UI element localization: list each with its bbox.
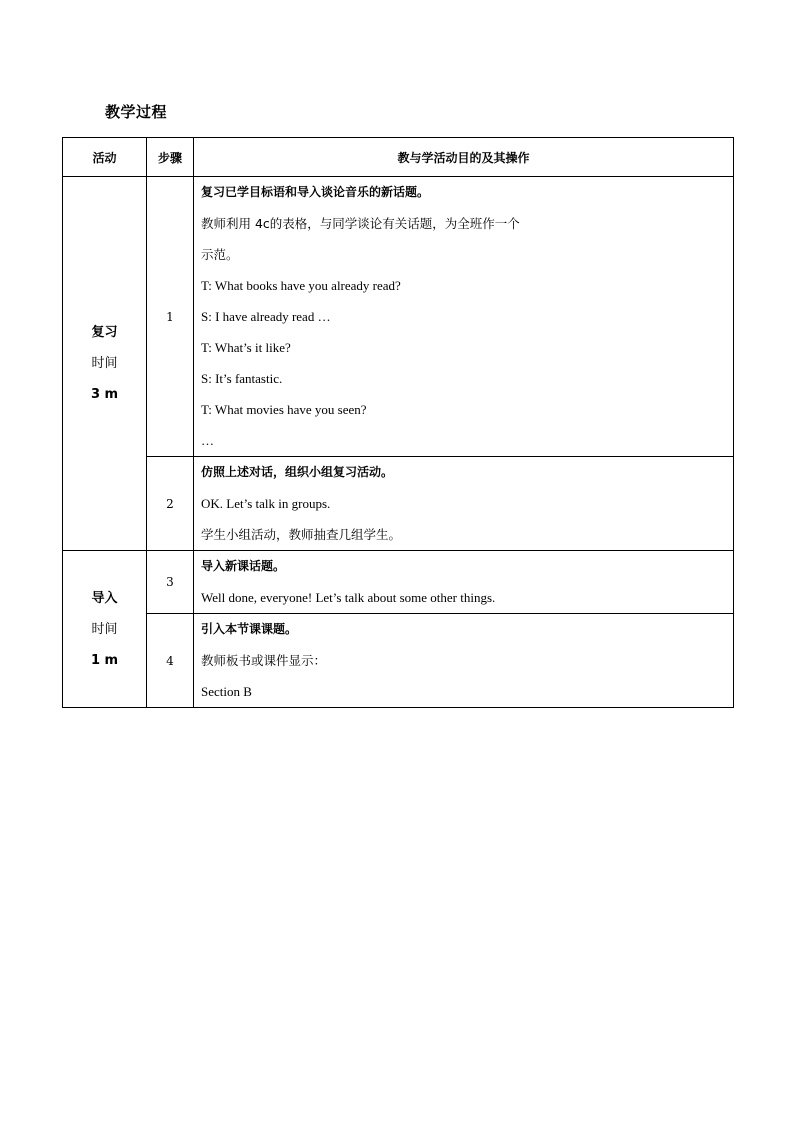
activity-duration: 1 m <box>90 652 119 668</box>
step-number: 4 <box>147 614 194 708</box>
activity-time-label: 时间 <box>91 621 118 637</box>
activity-cell-intro <box>63 551 147 708</box>
table-row <box>63 551 734 614</box>
step-number: 3 <box>147 551 194 614</box>
header-activity: 活动 <box>63 138 147 177</box>
content-line: 学生小组活动，教师抽查几组学生。 <box>201 527 402 542</box>
table-row <box>63 614 734 708</box>
lesson-plan-table <box>62 137 734 708</box>
content-line: T: What movies have you seen? <box>201 402 367 417</box>
header-step: 步骤 <box>147 138 194 177</box>
content-line: Well done, everyone! Let’s talk about some other things. <box>201 590 496 605</box>
step-content <box>194 551 734 614</box>
step-number: 2 <box>147 457 194 551</box>
content-line: 教师板书或课件显示： <box>201 653 327 668</box>
content-line: Section B <box>201 684 252 699</box>
table-row <box>63 177 734 457</box>
activity-time-label: 时间 <box>91 356 118 371</box>
content-line: S: It’s fantastic. <box>201 371 283 386</box>
activity-cell-review <box>63 177 147 551</box>
step-heading: 复习已学目标语和导入谈论音乐的新话题。 <box>201 185 430 199</box>
step-heading: 导入新课话题。 <box>201 559 286 573</box>
content-line: T: What’s it like? <box>201 340 291 355</box>
content-line: 教师利用 4c的表格，与同学谈论有关话题，为全班作一个 <box>201 216 520 231</box>
content-line: 示范。 <box>201 247 239 262</box>
step-number: 1 <box>147 177 194 457</box>
table-row <box>63 457 734 551</box>
content-line: T: What books have you already read? <box>201 278 401 293</box>
content-line: S: I have already read … <box>201 309 331 324</box>
step-content <box>194 177 734 457</box>
content-line: … <box>201 433 214 448</box>
step-heading: 仿照上述对话，组织小组复习活动。 <box>201 465 394 479</box>
table-header-row <box>63 138 734 177</box>
activity-name: 导入 <box>91 590 118 606</box>
step-heading: 引入本节课课题。 <box>201 622 298 636</box>
header-content: 教与学活动目的及其操作 <box>194 138 734 177</box>
section-title: 教学过程 <box>105 103 168 121</box>
activity-duration: 3 m <box>90 387 119 402</box>
step-content <box>194 457 734 551</box>
content-line: OK. Let’s talk in groups. <box>201 496 331 511</box>
step-content <box>194 614 734 708</box>
activity-name: 复习 <box>91 325 118 340</box>
